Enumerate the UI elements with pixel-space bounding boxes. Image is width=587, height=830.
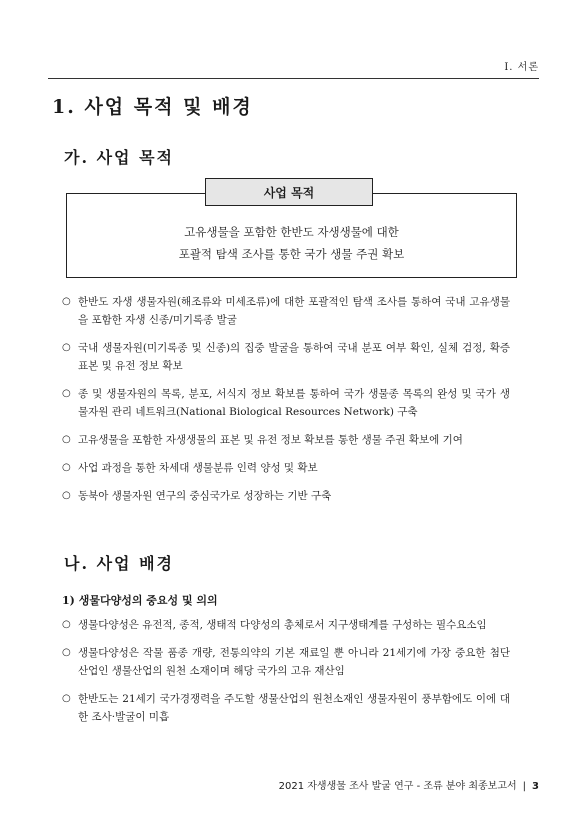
bullet-circle-icon: ○: [62, 388, 71, 399]
list-item: ○ 한반도는 21세기 국가경쟁력을 주도할 생물산업의 원천소재인 생물자원이 풍부함에도 이에 대한 조사·발굴이 미흡: [62, 690, 510, 726]
list-item: ○ 종 및 생물자원의 목록, 분포, 서식지 정보 확보를 통하여 국가 생물종 목록의 완성 및 국가 생물자원 관리 네트워크(National Biological Resources Network) 구축: [62, 385, 510, 421]
bullet-circle-icon: ○: [62, 619, 71, 630]
section-a-heading: 가. 사업 목적: [64, 148, 174, 167]
purpose-line: 고유생물을 포함한 한반도 자생생물에 대한: [184, 225, 399, 239]
header-divider: [48, 78, 539, 79]
subsection-heading: 1) 생물다양성의 중요성 및 의의: [62, 594, 218, 607]
purpose-box-text: [66, 221, 517, 265]
list-item: ○ 생물다양성은 유전적, 종적, 생태적 다양성의 총체로서 지구생태계를 구성하는 필수요소임: [62, 616, 510, 634]
purpose-line: 포괄적 탐색 조사를 통한 국가 생물 주권 확보: [178, 247, 405, 261]
bullet-circle-icon: ○: [62, 462, 71, 473]
purpose-box-title: 사업 목적: [205, 178, 373, 206]
bullet-circle-icon: ○: [62, 647, 71, 658]
list-item: ○ 국내 생물자원(미기록종 및 신종)의 집중 발굴을 통하여 국내 분포 여부 확인, 실체 검정, 확증 표본 및 유전 정보 확보: [62, 339, 510, 375]
footer-separator: |: [522, 781, 527, 792]
list-item: ○ 한반도 자생 생물자원(해조류와 미세조류)에 대한 포괄적인 탐색 조사를 통하여 국내 고유생물을 포함한 자생 신종/미기록종 발굴: [62, 293, 510, 329]
list-item: ○ 고유생물을 포함한 자생생물의 표본 및 유전 정보 확보를 통한 생물 주권 확보에 기여: [62, 431, 510, 449]
bullet-circle-icon: ○: [62, 693, 71, 704]
list-item: ○ 사업 과정을 통한 차세대 생물분류 인력 양성 및 확보: [62, 459, 510, 477]
background-bullet-list: [62, 616, 510, 736]
bullet-circle-icon: ○: [62, 296, 71, 307]
section-b-heading: 나. 사업 배경: [64, 554, 174, 573]
list-item: ○ 생물다양성은 작물 품종 개량, 전통의약의 기본 재료일 뿐 아니라 21세기에 가장 중요한 첨단산업인 생물산업의 원천 소재이며 해당 국가의 고유 재산임: [62, 644, 510, 680]
page-number: 3: [532, 781, 539, 792]
purpose-bullet-list: [62, 293, 510, 515]
bullet-circle-icon: ○: [62, 434, 71, 445]
section-header: I. 서론: [504, 62, 539, 73]
page-footer: [279, 777, 539, 792]
list-item: ○ 동북아 생물자원 연구의 중심국가로 성장하는 기반 구축: [62, 487, 510, 505]
bullet-circle-icon: ○: [62, 342, 71, 353]
page-title: 1. 사업 목적 및 배경: [52, 96, 253, 118]
footer-title: 2021 자생생물 조사 발굴 연구 - 조류 분야 최종보고서: [278, 781, 517, 792]
bullet-circle-icon: ○: [62, 490, 71, 501]
